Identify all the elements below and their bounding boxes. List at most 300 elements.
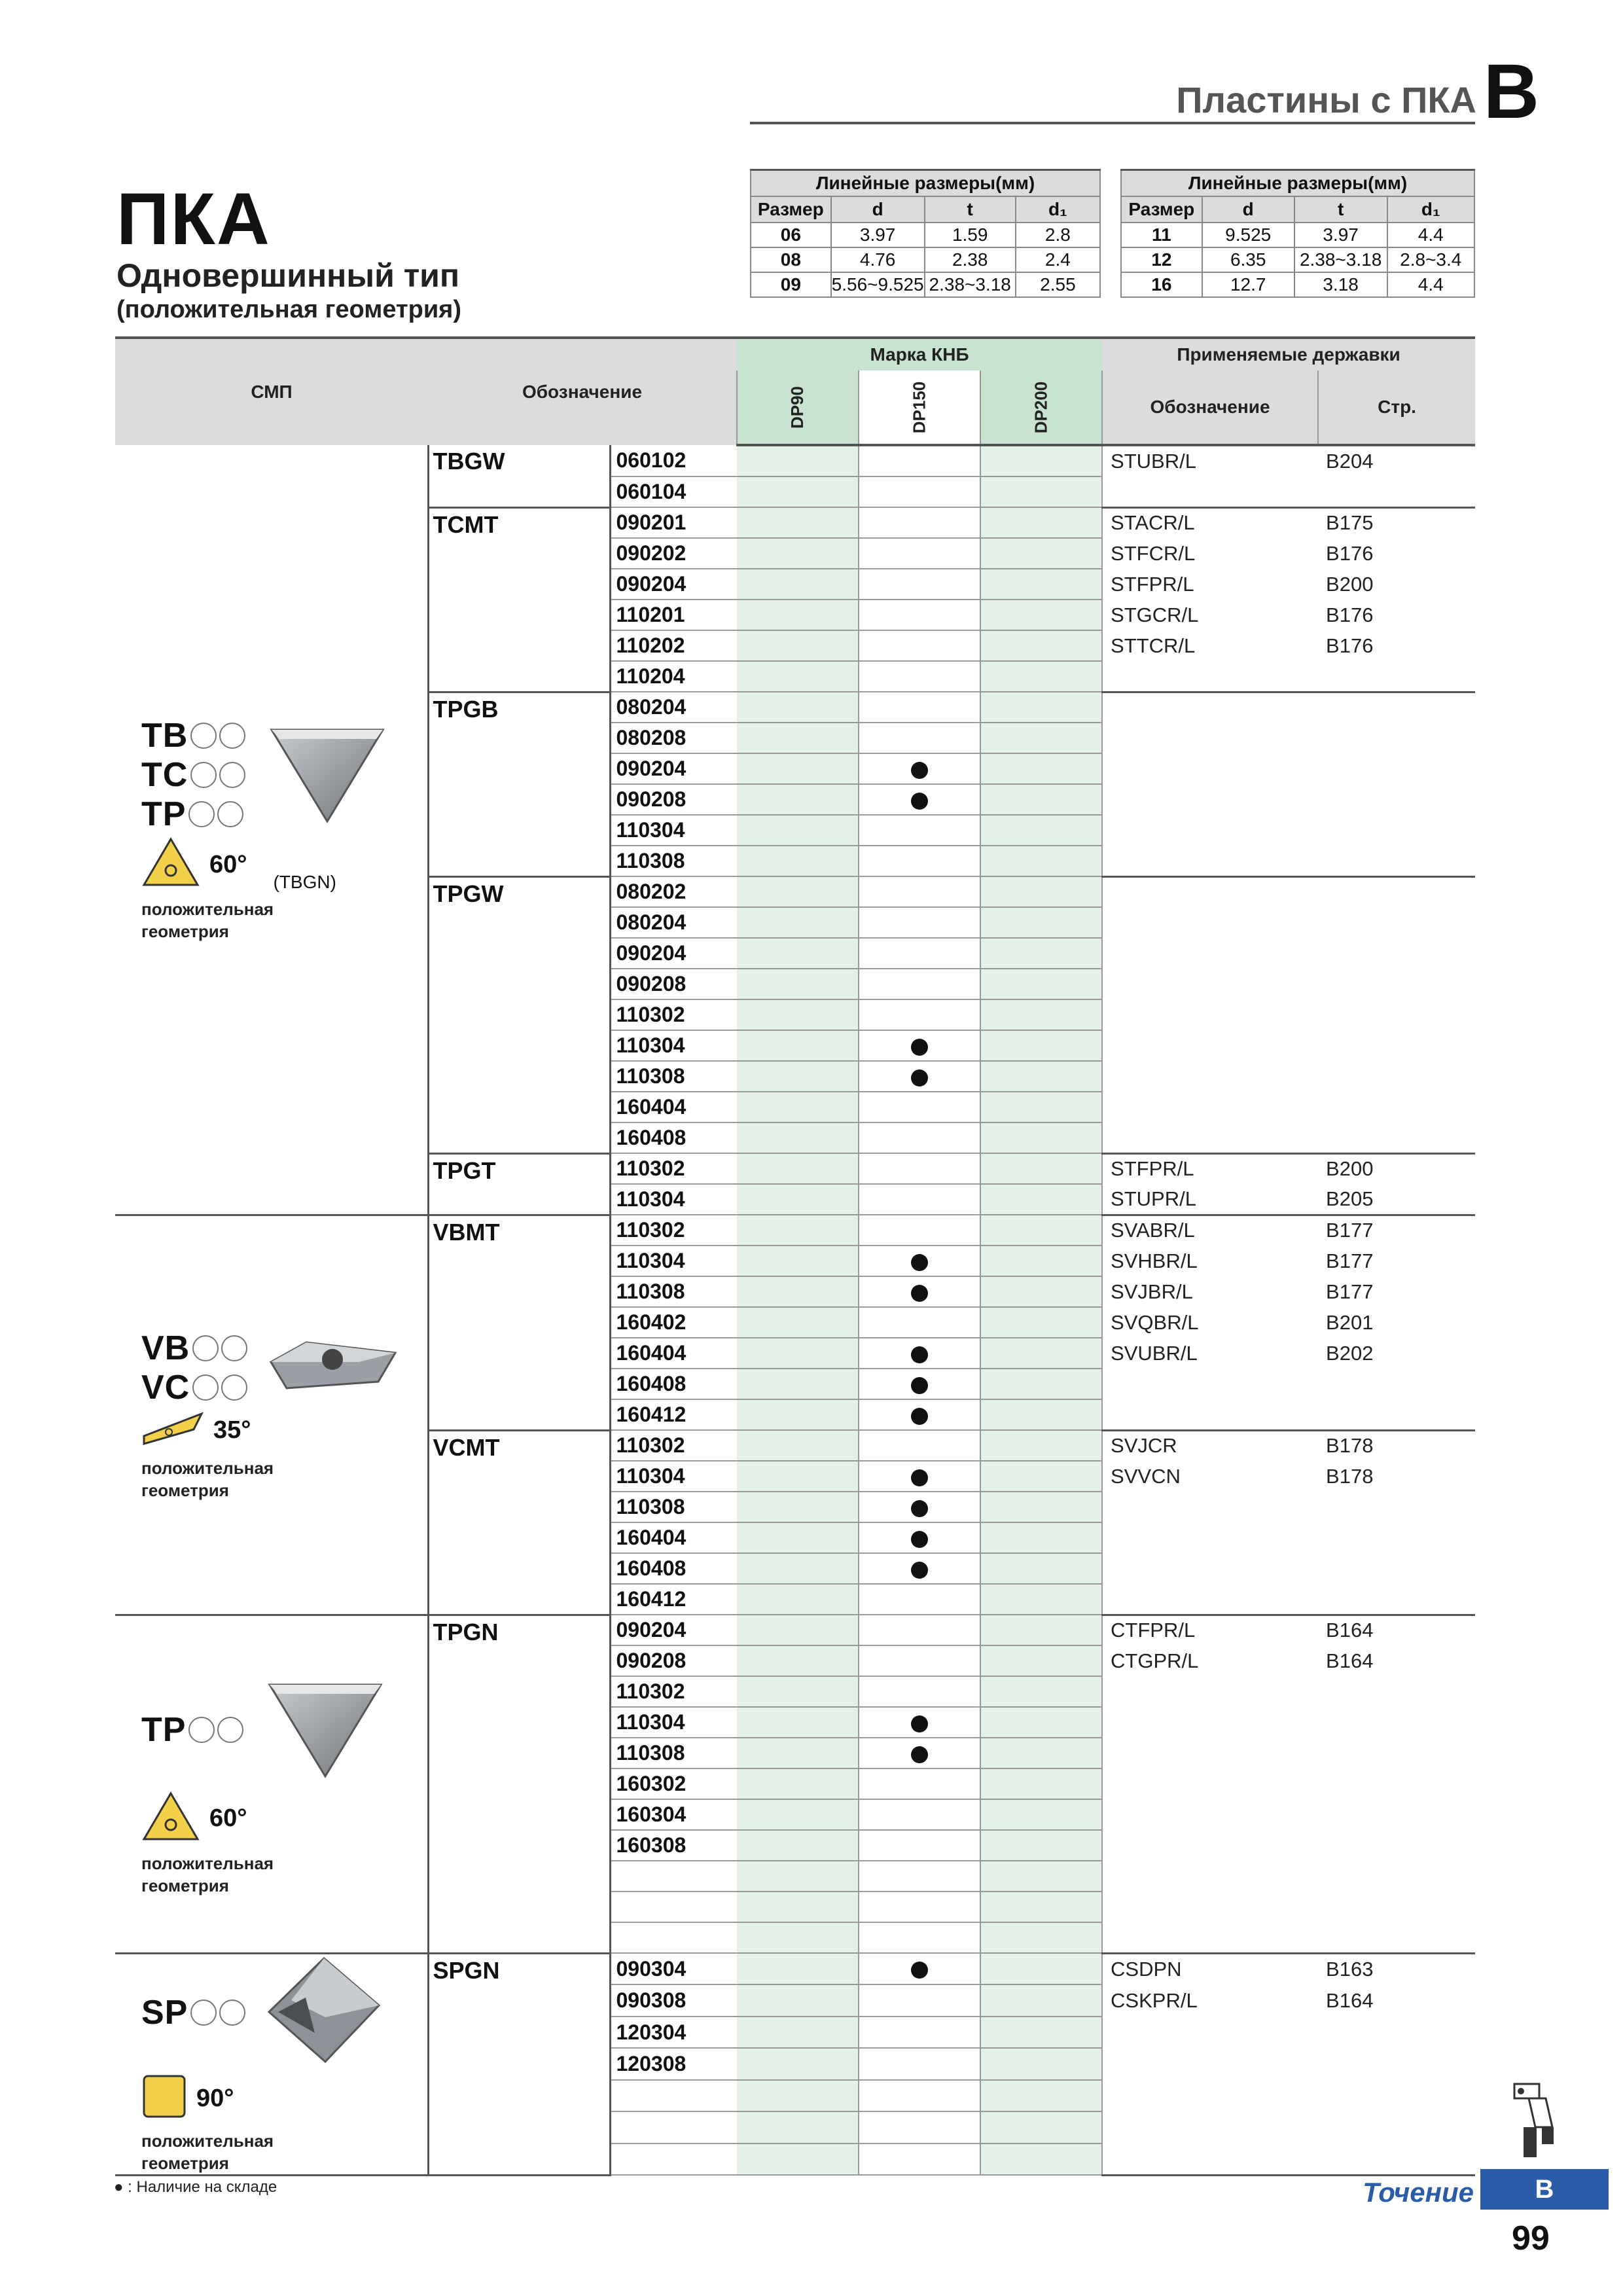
grade-cell-dp90 [737,1584,859,1615]
grade-cell-dp90 [737,1307,859,1338]
geometry-label: положительная [141,2130,274,2151]
grade-cell-dp150 [859,1276,980,1307]
holder-designation [1102,1492,1318,1522]
grade-cell-dp90 [737,661,859,692]
grade-cell-dp200 [980,1461,1102,1492]
insert-size: 110308 [610,1276,737,1307]
grade-cell-dp200 [980,1153,1102,1184]
in-stock-dot-icon [911,762,928,779]
holder-page: B201 [1326,1310,1374,1334]
dimension-size: 16 [1121,272,1202,297]
geometry-label: положительная [141,1458,274,1478]
dimension-col-header: d [831,196,925,223]
grade-cell-dp200 [980,1369,1102,1399]
grade-cell-dp200 [980,1799,1102,1830]
holder-page-header: Стр. [1318,370,1475,445]
holder-designation: STFPR/L [1111,1157,1194,1181]
grade-cell-dp90 [737,1861,859,1892]
grade-cell-dp200 [980,876,1102,907]
insert-size: 090201 [610,507,737,538]
insert-size: 110308 [610,846,737,876]
grade-cell-dp150 [859,1492,980,1522]
grade-cell-dp200 [980,1522,1102,1553]
grade-cell-dp90 [737,1553,859,1584]
grade-cell-dp200 [980,2080,1102,2111]
holder-designation: CSDPN [1111,1957,1182,1981]
smp-angle: 90° [196,2085,234,2112]
holder-designation [1102,876,1318,907]
insert-size: 110304 [610,815,737,846]
holder-page [1318,1369,1475,1399]
grade-cell-dp150 [859,846,980,876]
footer-section-tab: B [1480,2169,1609,2210]
smp-code: VB [141,1329,190,1367]
grade-cell-dp200 [980,476,1102,507]
insert-size: 090308 [610,1984,737,2016]
insert-size: 160304 [610,1799,737,1830]
holder-page [1318,1522,1475,1553]
holder-page [1318,1861,1475,1892]
holder-designation [1102,2048,1318,2079]
grade-cell-dp150 [859,907,980,938]
smp-angle: 60° [209,1804,247,1832]
grade-cell-dp90 [737,1338,859,1369]
grade-cell-dp200 [980,538,1102,569]
grade-cell-dp150 [859,538,980,569]
dimension-value: 4.4 [1387,272,1475,297]
grade-cell-dp200 [980,2048,1102,2079]
smp-code: TP [141,795,187,834]
grade-cell-dp90 [737,1122,859,1153]
grade-cell-dp200 [980,507,1102,538]
smp-cell [115,1215,428,1615]
holder-page [1318,753,1475,784]
holder-page: B163 [1326,1957,1374,1981]
insert-shape-image [265,717,389,833]
insert-size: 110202 [610,630,737,661]
insert-group-code: TPGB [433,695,499,723]
grade-cell-dp200 [980,1246,1102,1276]
smp-cell [115,445,428,1215]
holder-page: B175 [1326,511,1374,535]
square-badge-icon [141,2073,187,2125]
grade-cell-dp200 [980,2144,1102,2175]
insert-group-code: TBGW [433,448,505,475]
holder-page [1318,1676,1475,1707]
dimension-value: 2.4 [1016,247,1100,272]
insert-size: 160412 [610,1584,737,1615]
grade-cell-dp150 [859,1061,980,1092]
grade-cell-dp200 [980,1122,1102,1153]
dimension-value: 2.38~3.18 [1294,247,1387,272]
holder-designation [1102,692,1318,723]
insert-size: 110302 [610,1430,737,1461]
in-stock-dot-icon [911,1069,928,1086]
insert-group-cell [428,1953,610,2175]
insert-group-cell [428,507,610,692]
insert-group-code: TPGN [433,1618,499,1645]
holder-page [1318,692,1475,723]
grade-cell-dp150 [859,1184,980,1215]
grade-cell-dp150 [859,1738,980,1768]
in-stock-dot-icon [911,1377,928,1394]
holder-designation-header: Обозначение [1102,370,1318,445]
grade-cell-dp90 [737,846,859,876]
grade-cell-dp90 [737,569,859,600]
holder-designation: SVHBR/L [1111,1249,1198,1272]
section-letter: B [1483,48,1539,135]
in-stock-dot-icon [911,1746,928,1763]
grade-cell-dp200 [980,1922,1102,1953]
grade-cell-dp90 [737,1092,859,1122]
grade-cell-dp90 [737,1461,859,1492]
grade-cell-dp200 [980,2017,1102,2048]
holder-page: B176 [1326,603,1374,626]
insert-size: 160404 [610,1338,737,1369]
circle-icon [219,2000,245,2026]
dimension-size: 12 [1121,247,1202,272]
grade-cell-dp150 [859,1799,980,1830]
table-row [115,1215,1475,1246]
holder-page [1318,907,1475,938]
grade-cell-dp200 [980,1830,1102,1861]
insert-size: 060102 [610,445,737,476]
holder-page [1318,2111,1475,2143]
holder-page [1318,815,1475,846]
grade-cell-dp200 [980,692,1102,723]
grade-cell-dp90 [737,753,859,784]
smp-code: VC [141,1368,190,1407]
insert-size [610,2111,737,2143]
in-stock-dot-icon [911,1531,928,1548]
insert-size: 110304 [610,1461,737,1492]
dimension-value: 3.97 [831,223,925,247]
holder-designation [1102,1861,1318,1892]
page-subtitle: Одновершинный тип [116,257,460,294]
circle-icon [190,723,217,749]
holder-page: B202 [1326,1341,1374,1365]
grade-cell-dp150 [859,753,980,784]
insert-size: 080208 [610,723,737,753]
grade-cell-dp90 [737,1615,859,1645]
grade-cell-dp90 [737,907,859,938]
grade-cell-dp200 [980,1276,1102,1307]
insert-group-cell [428,1615,610,1953]
holder-designation [1102,784,1318,815]
in-stock-dot-icon [911,1285,928,1302]
holder-page [1318,2080,1475,2111]
insert-size: 090204 [610,938,737,969]
dimension-size: 09 [751,272,831,297]
holder-page [1318,1707,1475,1738]
grade-cell-dp200 [980,600,1102,630]
table-row [115,445,1475,476]
holder-page: B200 [1326,572,1374,596]
holder-page: B176 [1326,634,1374,657]
holder-page [1318,2048,1475,2079]
insert-shape-image [263,1672,387,1788]
grade-cell-dp150 [859,999,980,1030]
holder-page [1318,2144,1475,2175]
insert-size: 110204 [610,661,737,692]
holder-page [1318,784,1475,815]
holder-designation [1102,1768,1318,1799]
geometry-label: геометрия [141,1480,229,1500]
grade-cell-dp150 [859,1399,980,1430]
grade-cell-dp90 [737,1215,859,1246]
grade-cell-dp90 [737,1369,859,1399]
grade-cell-dp90 [737,692,859,723]
insert-table [115,336,1475,2176]
smp-code: SP [141,1993,188,2032]
holder-page [1318,1799,1475,1830]
holder-designation [1102,2080,1318,2111]
grade-cell-dp150 [859,2017,980,2048]
grade-cell-dp200 [980,1707,1102,1738]
smp-note: (TBGN) [273,872,336,893]
dimension-value: 4.76 [831,247,925,272]
grade-cell-dp200 [980,969,1102,999]
insert-size: 090304 [610,1953,737,1984]
insert-shape-image [267,1336,398,1400]
insert-size: 090208 [610,1645,737,1676]
holder-designation [1102,1707,1318,1738]
grade-cell-dp150 [859,1122,980,1153]
dimension-col-header: Размер [1121,196,1202,223]
smp-angle: 60° [209,850,247,878]
grade-cell-dp200 [980,1861,1102,1892]
grade-cell-dp90 [737,2048,859,2079]
circle-icon [190,2000,217,2026]
grade-cell-dp200 [980,445,1102,476]
grade-cell-dp150 [859,1430,980,1461]
page-number: 99 [1512,2219,1550,2257]
grade-cell-dp90 [737,2144,859,2175]
grade-header-dp200: DP200 [1031,381,1051,434]
grade-cell-dp150 [859,784,980,815]
grade-cell-dp90 [737,1184,859,1215]
grade-cell-dp90 [737,630,859,661]
circle-icon [188,1717,215,1743]
grade-cell-dp150 [859,2111,980,2143]
holder-designation [1102,815,1318,846]
geometry-label: положительная [141,1853,274,1873]
grade-cell-dp150 [859,630,980,661]
grade-cell-dp90 [737,723,859,753]
insert-group-code: TCMT [433,511,499,538]
holder-designation [1102,907,1318,938]
turning-tool-icon [1509,2081,1561,2163]
insert-size: 110302 [610,999,737,1030]
grade-cell-dp150 [859,1522,980,1553]
section-title: Пластины с ПКА [1176,79,1476,120]
holder-designation [1102,846,1318,876]
circle-icon [221,1374,247,1401]
grade-cell-dp200 [980,1030,1102,1061]
grade-cell-dp150 [859,2048,980,2079]
insert-size [610,2144,737,2175]
grade-cell-dp200 [980,938,1102,969]
grade-cell-dp150 [859,1861,980,1892]
circle-icon [190,762,217,788]
insert-size: 160404 [610,1522,737,1553]
insert-size: 110304 [610,1707,737,1738]
insert-size: 090204 [610,753,737,784]
dimension-col-header: d₁ [1387,196,1475,223]
circle-icon [219,762,245,788]
grade-cell-dp90 [737,1738,859,1768]
grade-cell-dp200 [980,1892,1102,1922]
grade-cell-dp150 [859,1369,980,1399]
holder-designation: STUPR/L [1102,1184,1318,1215]
holder-page [1318,1892,1475,1922]
smp-angle: 35° [213,1416,251,1444]
dimension-col-header: d [1202,196,1294,223]
insert-group-cell [428,1153,610,1215]
holder-page [1318,969,1475,999]
holder-page [1318,661,1475,692]
grade-cell-dp200 [980,1984,1102,2016]
grade-cell-dp150 [859,1615,980,1645]
triangle-badge-icon [141,1791,200,1847]
dimension-table-caption: Линейные размеры(мм) [751,170,1100,197]
grade-cell-dp200 [980,999,1102,1030]
dimension-value: 2.8~3.4 [1387,247,1475,272]
insert-size: 110308 [610,1061,737,1092]
grade-cell-dp90 [737,1768,859,1799]
dimension-value: 1.59 [925,223,1016,247]
holder-designation: CSKPR/L [1111,1988,1198,2012]
grade-header-dp150: DP150 [909,381,929,434]
holder-page [1318,1092,1475,1122]
circle-icon [217,801,243,827]
holder-designation [1102,1922,1318,1953]
insert-size: 090202 [610,538,737,569]
circle-icon [192,1335,219,1361]
grade-cell-dp200 [980,1215,1102,1246]
grade-cell-dp90 [737,1645,859,1676]
holder-designation [1102,1522,1318,1553]
holder-designation: CTGPR/L [1111,1649,1199,1672]
holder-page [1318,876,1475,907]
holder-page [1318,2017,1475,2048]
grade-cell-dp150 [859,600,980,630]
grade-cell-dp90 [737,999,859,1030]
grade-cell-dp200 [980,1768,1102,1799]
grade-cell-dp150 [859,1892,980,1922]
grade-cell-dp90 [737,445,859,476]
grade-cell-dp200 [980,753,1102,784]
grade-cell-dp90 [737,1799,859,1830]
grade-cell-dp150 [859,1153,980,1184]
dimension-value: 2.8 [1016,223,1100,247]
insert-group-cell [428,1215,610,1430]
grade-cell-dp90 [737,1246,859,1276]
grade-cell-dp150 [859,1768,980,1799]
smp-cell [115,1953,428,2175]
grade-cell-dp200 [980,1430,1102,1461]
designation-header: Обозначение [428,338,737,445]
holder-page [1318,1030,1475,1061]
holder-designation [1102,753,1318,784]
grade-cell-dp90 [737,1676,859,1707]
grade-cell-dp150 [859,1338,980,1369]
grade-cell-dp200 [980,1615,1102,1645]
smp-header: СМП [115,338,428,445]
in-stock-dot-icon [911,1500,928,1517]
grade-cell-dp150 [859,876,980,907]
dimension-row [1121,247,1474,272]
holder-page [1318,999,1475,1030]
holder-page [1318,723,1475,753]
in-stock-dot-icon [911,1715,928,1732]
insert-group-cell [428,445,610,507]
holder-designation: STACR/L [1111,511,1195,535]
dimension-value: 2.38 [925,247,1016,272]
insert-size: 160302 [610,1768,737,1799]
insert-size: 060104 [610,476,737,507]
grade-cell-dp150 [859,1461,980,1492]
grade-cell-dp90 [737,1922,859,1953]
dimension-value: 6.35 [1202,247,1294,272]
grade-cell-dp90 [737,1276,859,1307]
grade-cell-dp90 [737,1399,859,1430]
holder-page [1318,1553,1475,1584]
holder-page: B164 [1326,1649,1374,1672]
insert-size [610,1922,737,1953]
insert-size: 080204 [610,907,737,938]
insert-group-code: VCMT [433,1433,500,1461]
geometry-label: положительная [141,899,274,920]
grade-cell-dp150 [859,569,980,600]
table-row [115,1953,1475,1984]
grade-cell-dp90 [737,2111,859,2143]
grade-cell-dp150 [859,1215,980,1246]
insert-group-code: SPGN [433,1956,500,1984]
grade-cell-dp90 [737,1830,859,1861]
grade-cell-dp150 [859,1922,980,1953]
holder-page: B204 [1326,450,1374,473]
holder-page: B164 [1326,1988,1374,2012]
holder-page [1318,1922,1475,1953]
grade-cell-dp90 [737,1522,859,1553]
holder-designation: SVJBR/L [1111,1280,1193,1303]
insert-size: 110304 [610,1184,737,1215]
dimension-row [1121,272,1474,297]
insert-size: 110308 [610,1738,737,1768]
grade-cell-dp150 [859,1246,980,1276]
insert-size: 110302 [610,1215,737,1246]
holder-page [1318,1738,1475,1768]
smp-code: TC [141,756,188,795]
insert-size: 160408 [610,1369,737,1399]
holder-designation [1102,661,1318,692]
holder-designation: SVVCN [1111,1464,1181,1488]
holder-page [1318,846,1475,876]
holder-page: B177 [1326,1249,1374,1272]
holder-designation [1102,1122,1318,1153]
holder-designation [1102,1399,1318,1430]
grade-cell-dp200 [980,1184,1102,1215]
dimension-value: 9.525 [1202,223,1294,247]
insert-size: 160412 [610,1399,737,1430]
grade-cell-dp200 [980,1676,1102,1707]
page-title: ПКА [116,178,271,260]
holder-page [1318,1122,1475,1153]
holder-designation [1102,1553,1318,1584]
insert-size [610,1861,737,1892]
grade-cell-dp90 [737,938,859,969]
